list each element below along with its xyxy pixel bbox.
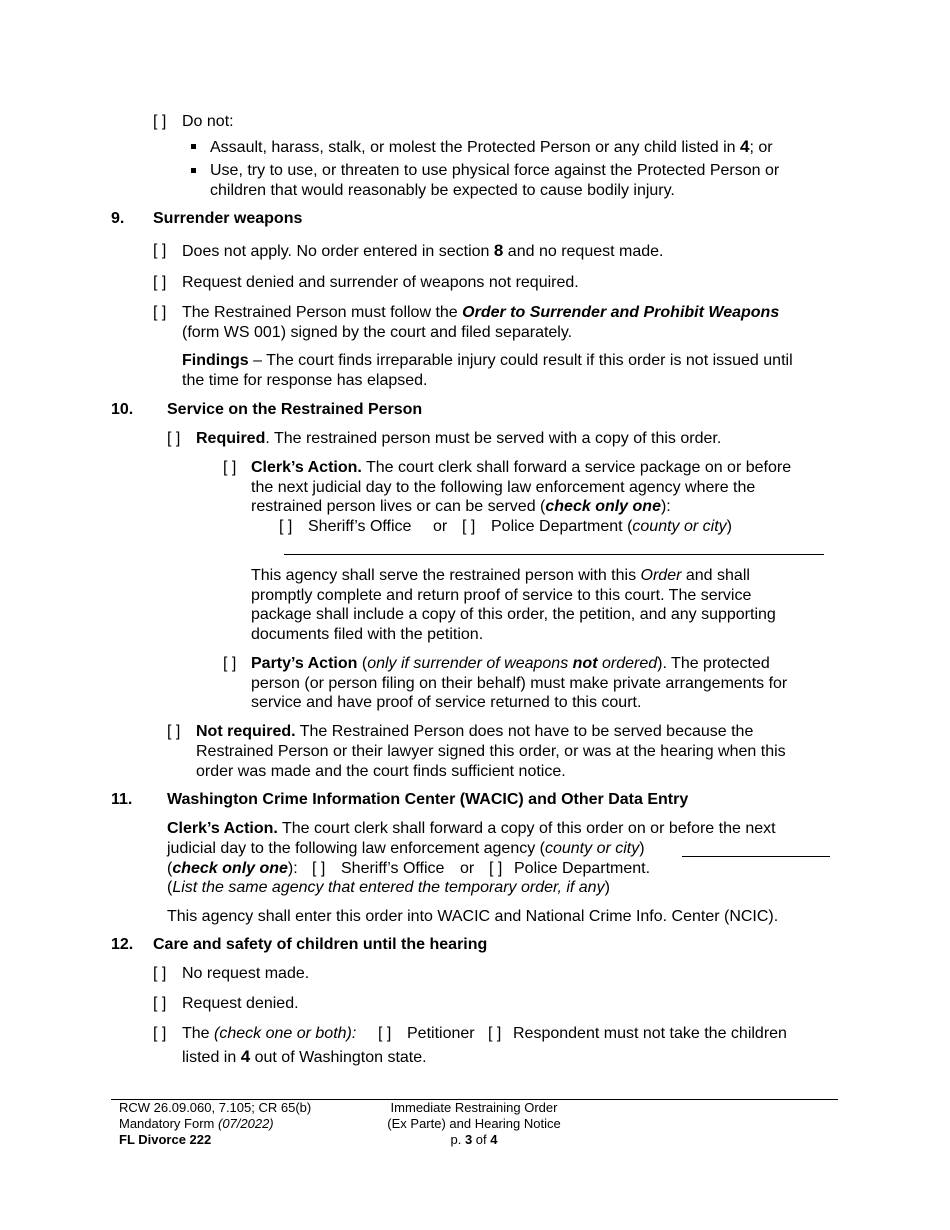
not-required-line-3: order was made and the court finds sufficient notice. <box>196 763 566 780</box>
bullet-text-2-line-1: Use, try to use, or threaten to use physical force against the Protected Person or <box>210 162 780 179</box>
checkbox-required[interactable]: [ ] <box>167 430 181 447</box>
section-10-number: 10. <box>111 401 134 418</box>
do-not-label: Do not: <box>182 113 234 130</box>
clerks-action-line-3: restrained person lives or can be served (check only one): <box>251 498 671 515</box>
bullet-1 <box>191 144 196 149</box>
section-11-number: 11. <box>111 791 133 808</box>
bullet-2 <box>191 168 196 173</box>
clerks-action-line-2: the next judicial day to the following law enforcement agency where the <box>251 479 756 496</box>
option-required: Required. The restrained person must be served with a copy of this order. <box>196 430 722 447</box>
option-must-follow-order: The Restrained Person must follow the Order to Surrender and Prohibit Weapons <box>182 304 780 321</box>
respondent-label: Respondent must not take the children <box>513 1025 787 1042</box>
wacic-clerk-line-1: Clerk’s Action. The court clerk shall forward a copy of this order on or before the next <box>167 820 776 837</box>
option-out-of-washington: listed in 4 out of Washington state. <box>182 1047 427 1066</box>
option-does-not-apply: Does not apply. No order entered in section 8 and no request made. <box>182 241 664 260</box>
option-must-follow-order-line-2: (form WS 001) signed by the court and filed separately. <box>182 324 573 341</box>
footer-title-line-1: Immediate Restraining Order <box>390 1100 558 1115</box>
option-children-request-denied: Request denied. <box>182 995 299 1012</box>
sheriffs-office-label: Sheriff’s Office <box>308 518 412 535</box>
agency-serve-line-3: package shall include a copy of this order, the petition, and any supporting <box>251 606 776 623</box>
section-9-number: 9. <box>111 210 125 227</box>
agency-serve-line-1: This agency shall serve the restrained person with this Order and shall <box>251 567 750 584</box>
agency-serve-line-2: promptly complete and return proof of service to this court. The service <box>251 587 752 604</box>
footer-page-number: p. 3 of 4 <box>450 1132 498 1147</box>
footer-title-line-2: (Ex Parte) and Hearing Notice <box>387 1116 561 1131</box>
checkbox-request-denied[interactable]: [ ] <box>153 274 167 291</box>
option-request-denied: Request denied and surrender of weapons not required. <box>182 274 579 291</box>
partys-action-line-3: service and have proof of service returned to this court. <box>251 694 642 711</box>
section-11-title: Washington Crime Information Center (WACIC) and Other Data Entry <box>167 791 689 808</box>
wacic-list-same-agency: (List the same agency that entered the temporary order, if any) <box>167 879 610 896</box>
checkbox-no-request-made[interactable]: [ ] <box>153 965 167 982</box>
not-required-line-2: Restrained Person or their lawyer signed this order, or was at the hearing when this <box>196 743 786 760</box>
wacic-or-label: or <box>460 860 475 877</box>
section-10-title: Service on the Restrained Person <box>167 401 423 418</box>
footer-mandatory-form: Mandatory Form (07/2022) <box>119 1116 274 1131</box>
checkbox-respondent[interactable]: [ ] <box>488 1025 502 1042</box>
checkbox-must-not-take-children[interactable]: [ ] <box>153 1025 167 1042</box>
checkbox-sheriffs-office[interactable]: [ ] <box>279 518 293 535</box>
agency-serve-line-4: documents filed with the petition. <box>251 626 484 643</box>
findings-line-1: Findings – The court finds irreparable injury could result if this order is not issued until <box>182 352 793 369</box>
checkbox-partys-action[interactable]: [ ] <box>223 655 237 672</box>
wacic-clerk-line-2: judicial day to the following law enforcement agency (county or city) <box>167 840 645 857</box>
section-12-number: 12. <box>111 936 134 953</box>
section-12-title: Care and safety of children until the hearing <box>153 936 488 953</box>
wacic-sheriffs-office-label: Sheriff’s Office <box>341 860 445 877</box>
not-required-line-1: Not required. The Restrained Person does not have to be served because the <box>196 723 754 740</box>
checkbox-not-required[interactable]: [ ] <box>167 723 181 740</box>
footer-form-id: FL Divorce 222 <box>119 1132 212 1147</box>
partys-action-line-2: person (or person filing on their behalf) must make private arrangements for <box>251 675 788 692</box>
wacic-agency-blank-line[interactable] <box>682 856 830 857</box>
checkbox-wacic-sheriffs-office[interactable]: [ ] <box>312 860 326 877</box>
wacic-check-only-one: (check only one): <box>167 860 298 877</box>
section-9-title: Surrender weapons <box>153 210 303 227</box>
bullet-text-1: Assault, harass, stalk, or molest the Protected Person or any child listed in 4; or <box>210 137 773 156</box>
checkbox-must-follow-order[interactable]: [ ] <box>153 304 167 321</box>
partys-action-line-1: Party’s Action (only if surrender of weapons not ordered). The protected <box>251 655 770 672</box>
wacic-police-department-label: Police Department. <box>514 860 651 877</box>
findings-line-2: the time for response has elapsed. <box>182 372 428 389</box>
police-department-label: Police Department (county or city) <box>491 518 732 535</box>
petitioner-label: Petitioner <box>407 1025 475 1042</box>
or-label: or <box>433 518 448 535</box>
clerks-action-line-1: Clerk’s Action. The court clerk shall forward a service package on or before <box>251 459 792 476</box>
agency-blank-line[interactable] <box>284 554 824 555</box>
checkbox-clerks-action[interactable]: [ ] <box>223 459 237 476</box>
option-no-request-made: No request made. <box>182 965 310 982</box>
checkbox-children-request-denied[interactable]: [ ] <box>153 995 167 1012</box>
checkbox-police-department[interactable]: [ ] <box>462 518 476 535</box>
checkbox-do-not[interactable]: [ ] <box>153 113 167 130</box>
wacic-enter-order: This agency shall enter this order into WACIC and National Crime Info. Center (NCIC). <box>167 908 779 925</box>
footer-rcw: RCW 26.09.060, 7.105; CR 65(b) <box>119 1100 312 1115</box>
checkbox-wacic-police-department[interactable]: [ ] <box>489 860 503 877</box>
checkbox-does-not-apply[interactable]: [ ] <box>153 242 167 259</box>
option-the-check-one-or-both: The (check one or both): <box>182 1025 357 1042</box>
checkbox-petitioner[interactable]: [ ] <box>378 1025 392 1042</box>
bullet-text-2-line-2: children that would reasonably be expected to cause bodily injury. <box>210 182 675 199</box>
